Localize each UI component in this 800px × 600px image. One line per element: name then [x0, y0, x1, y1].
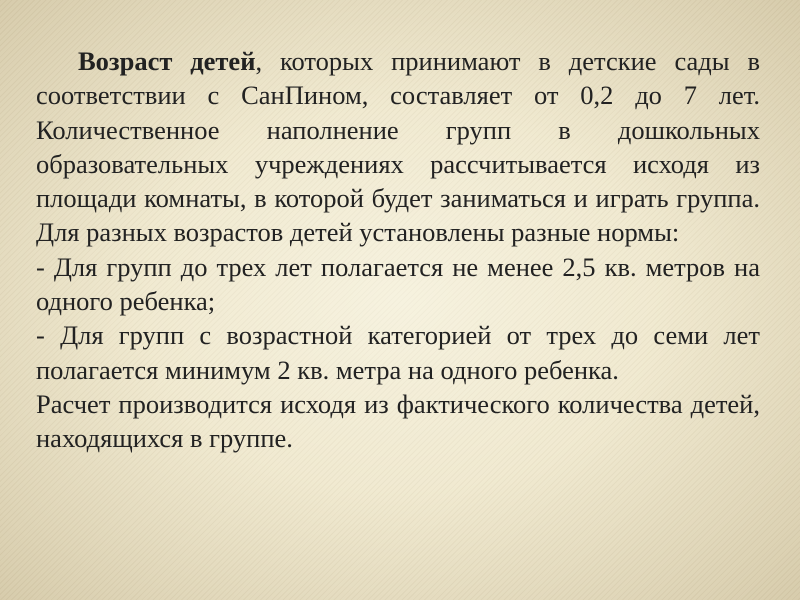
norm-item-under-three: - Для групп до трех лет полагается не менее 2,5 кв. метров на одного ребенка; — [36, 251, 760, 317]
intro-text: , которых принимают в детские сады в соответствии с СанПином, составляет от 0,2 до 7 лет. Количественное наполнение групп в дошкольных образовательных учреждениях рассчитывается исходя из площади комнаты, в которой будет заниматься и играть группа. Для разных возрастов детей установлены разные нормы: — [36, 46, 760, 248]
calculation-paragraph: Расчет производится исходя из фактического количества детей, находящихся в группе. — [36, 388, 760, 454]
slide-text — [36, 44, 760, 456]
intro-paragraph — [36, 44, 760, 250]
norm-item-three-to-seven: - Для групп с возрастной категорией от трех до семи лет полагается минимум 2 кв. метра на одного ребенка. — [36, 320, 760, 385]
bold-lead: Возраст детей — [78, 46, 256, 76]
